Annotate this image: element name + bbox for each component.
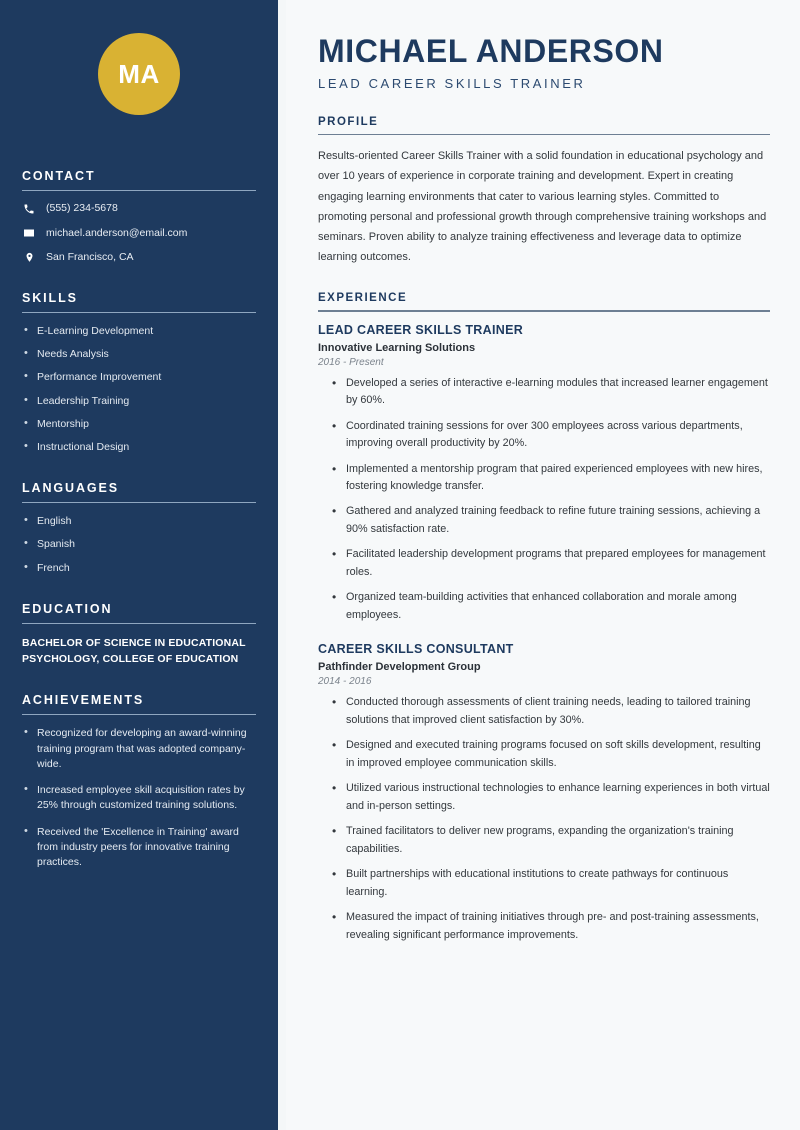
list-item: • English — [22, 514, 256, 529]
contact-location-row[interactable] — [22, 251, 256, 265]
list-item: • Mentorship — [22, 417, 256, 432]
languages-list — [22, 514, 256, 576]
languages-divider — [22, 502, 256, 503]
contact-email-value: michael.anderson@email.com — [46, 226, 188, 239]
list-item: • Needs Analysis — [22, 347, 256, 362]
contact-section — [22, 169, 256, 265]
education-divider — [22, 623, 256, 624]
experience-entry — [318, 323, 770, 625]
profile-heading: PROFILE — [318, 115, 379, 128]
list-item: • E-Learning Development — [22, 324, 256, 339]
profile-text: Results-oriented Career Skills Trainer with a solid foundation in educational psychology and over 10 years of experience in corporate training and development. Expert in creating engaging learning environments that cater to various learning styles. Committed to promoting personal and professional growth through comprehensive training workshops and seminars. Proven ability to analyze training effectiveness and leverage data to optimize learning outcomes. — [318, 150, 767, 263]
job-bullets — [318, 694, 770, 944]
achievements-list — [22, 726, 256, 870]
list-item: • Increased employee skill acquisition rates by 25% through customized training solutions. — [22, 783, 256, 813]
location-pin-icon — [22, 251, 36, 264]
contact-phone-value: (555) 234-5678 — [46, 202, 118, 214]
experience-divider — [318, 310, 770, 312]
achievements-heading: ACHIEVEMENTS — [22, 693, 145, 708]
job-dates: 2016 - Present — [318, 356, 384, 368]
languages-section — [22, 481, 256, 576]
sidebar — [0, 0, 278, 1130]
job-title: CAREER SKILLS CONSULTANT — [318, 642, 514, 657]
achievements-divider — [22, 714, 256, 715]
main-content — [286, 0, 800, 1130]
education-section — [22, 602, 256, 668]
list-item: • Developed a series of interactive e-learning modules that increased learner engagement by 60%. — [332, 375, 770, 410]
list-item: • Built partnerships with educational institutions to create pathways for continuous learning. — [332, 866, 770, 901]
list-item: • Performance Improvement — [22, 370, 256, 385]
contact-heading: CONTACT — [22, 169, 96, 183]
envelope-icon — [22, 227, 36, 240]
profile-section — [318, 116, 770, 267]
phone-icon — [22, 202, 36, 215]
list-item: • Instructional Design — [22, 440, 256, 455]
experience-heading: EXPERIENCE — [318, 292, 408, 305]
list-item: • Implemented a mentorship program that paired experienced employees with new hires, fostering knowledge transfer. — [332, 461, 770, 496]
contact-divider — [22, 190, 256, 191]
sidebar-content-gap — [278, 0, 286, 1130]
list-item: • Recognized for developing an award-winning training program that was adopted company-wide. — [22, 726, 256, 772]
list-item: • Coordinated training sessions for over 300 employees across various departments, improving overall productivity by 20%. — [332, 418, 770, 453]
contact-location-value: San Francisco, CA — [46, 251, 134, 264]
experience-entry — [318, 642, 770, 944]
list-item: • Measured the impact of training initiatives through pre- and post-training assessments, revealing significant performance improvements. — [332, 909, 770, 944]
education-heading: EDUCATION — [22, 601, 113, 616]
job-company: Pathfinder Development Group — [318, 661, 481, 674]
skills-list — [22, 324, 256, 455]
job-dates: 2014 - 2016 — [318, 676, 372, 688]
job-bullets — [318, 375, 770, 625]
list-item: • Received the 'Excellence in Training' award from industry peers for innovative training practices. — [22, 825, 256, 871]
page-title: MICHAEL ANDERSON — [318, 33, 664, 69]
avatar-container — [22, 0, 256, 115]
list-item: • Organized team-building activities that enhanced collaboration and morale among employees. — [332, 589, 770, 624]
avatar: MA — [98, 33, 180, 115]
list-item: • Gathered and analyzed training feedback to refine future training sessions, achieving a 90% satisfaction rate. — [332, 503, 770, 538]
contact-email-row[interactable] — [22, 227, 256, 241]
profile-divider — [318, 134, 770, 136]
skills-divider — [22, 312, 256, 313]
education-entry: BACHELOR OF SCIENCE IN EDUCATIONAL PSYCHOLOGY, COLLEGE OF EDUCATION — [22, 636, 246, 666]
list-item: • Designed and executed training programs focused on soft skills development, resulting in improved employee communication skills. — [332, 737, 770, 772]
list-item: • Utilized various instructional technologies to enhance learning experiences in both virtual and in-person settings. — [332, 780, 770, 815]
experience-section — [318, 292, 770, 944]
job-company: Innovative Learning Solutions — [318, 341, 476, 354]
job-title: LEAD CAREER SKILLS TRAINER — [318, 322, 524, 337]
achievements-section — [22, 693, 256, 870]
list-item: • Leadership Training — [22, 394, 256, 409]
skills-heading: SKILLS — [22, 290, 78, 305]
list-item: • Trained facilitators to deliver new programs, expanding the organization's training capabilities. — [332, 823, 770, 858]
list-item: • Conducted thorough assessments of client training needs, leading to tailored training solutions that improved client satisfaction by 30%. — [332, 694, 770, 729]
list-item: • Facilitated leadership development programs that prepared employees for management roles. — [332, 546, 770, 581]
list-item: • French — [22, 561, 256, 576]
languages-heading: LANGUAGES — [22, 481, 119, 496]
skills-section — [22, 291, 256, 455]
list-item: • Spanish — [22, 537, 256, 552]
header-subtitle: LEAD CAREER SKILLS TRAINER — [318, 75, 586, 91]
contact-phone-row[interactable] — [22, 202, 256, 216]
